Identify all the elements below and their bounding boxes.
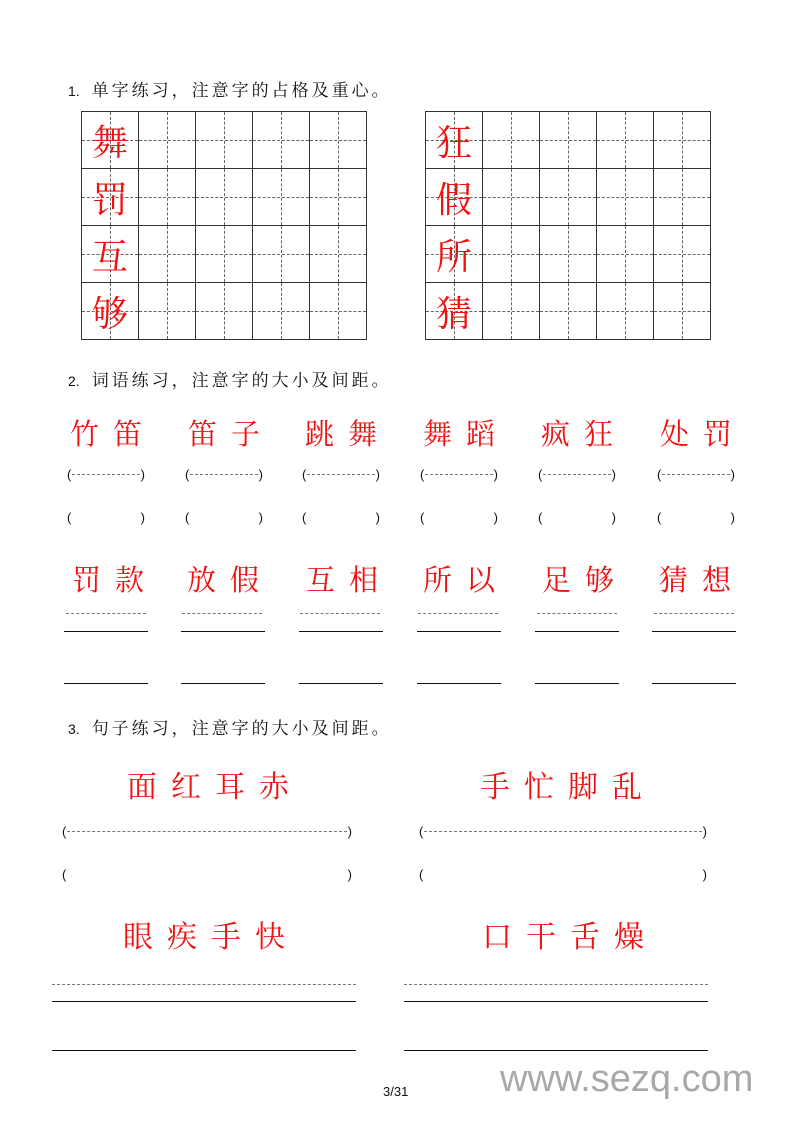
pinyin-guide-line xyxy=(654,613,734,614)
word-model: 跳舞 xyxy=(305,417,392,451)
grid-cell[interactable] xyxy=(540,226,597,283)
grid-cell[interactable] xyxy=(483,169,540,226)
model-char: 假 xyxy=(435,179,472,221)
right-practice-grid xyxy=(425,111,711,340)
grid-cell[interactable] xyxy=(540,283,597,340)
pinyin-guide-line xyxy=(182,613,262,614)
grid-cell[interactable] xyxy=(139,226,196,283)
grid-cell[interactable] xyxy=(597,169,654,226)
section-title: 句子练习，注意字的大小及间距。 xyxy=(91,719,392,739)
pinyin-guide-line xyxy=(418,613,498,614)
grid-cell[interactable] xyxy=(310,226,367,283)
grid-cell[interactable] xyxy=(310,169,367,226)
writing-line[interactable] xyxy=(181,683,265,684)
answer-paren[interactable]: ( ) xyxy=(657,509,735,525)
grid-cell[interactable] xyxy=(253,226,310,283)
answer-paren-dashed[interactable]: ( ) xyxy=(62,823,352,839)
grid-cell[interactable] xyxy=(597,283,654,340)
writing-line[interactable] xyxy=(404,1001,708,1002)
grid-cell[interactable] xyxy=(483,283,540,340)
section-number: 2. xyxy=(68,373,80,389)
writing-line[interactable] xyxy=(299,683,383,684)
model-char: 舞 xyxy=(91,122,128,164)
answer-paren-dashed[interactable]: ( ) xyxy=(67,466,145,482)
writing-line[interactable] xyxy=(52,1001,356,1002)
answer-paren[interactable]: ( ) xyxy=(302,509,380,525)
pinyin-guide-line xyxy=(404,984,708,985)
idiom-model: 面红耳赤 xyxy=(127,770,303,805)
left-practice-grid xyxy=(81,111,367,340)
word-model: 足够 xyxy=(542,563,629,597)
grid-cell[interactable] xyxy=(540,112,597,169)
model-char: 猜 xyxy=(435,293,472,335)
model-char: 互 xyxy=(91,236,128,278)
answer-paren[interactable]: ( ) xyxy=(62,866,352,882)
writing-line[interactable] xyxy=(535,631,619,632)
grid-cell[interactable] xyxy=(597,112,654,169)
grid-cell[interactable] xyxy=(654,226,711,283)
writing-line[interactable] xyxy=(299,631,383,632)
pinyin-guide-line xyxy=(537,613,617,614)
writing-line[interactable] xyxy=(417,631,501,632)
grid-cell[interactable] xyxy=(654,283,711,340)
answer-paren-dashed[interactable]: ( ) xyxy=(538,466,616,482)
word-model: 笛子 xyxy=(188,417,275,451)
model-char: 狂 xyxy=(435,122,472,164)
grid-cell[interactable] xyxy=(253,112,310,169)
grid-cell[interactable] xyxy=(196,283,253,340)
word-model: 所以 xyxy=(423,563,510,597)
section-2-heading xyxy=(68,366,392,391)
writing-line[interactable] xyxy=(417,683,501,684)
pinyin-guide-line xyxy=(300,613,380,614)
section-1-heading xyxy=(68,76,392,101)
writing-line[interactable] xyxy=(52,1050,356,1051)
grid-cell[interactable] xyxy=(654,112,711,169)
answer-paren-dashed[interactable]: ( ) xyxy=(420,466,498,482)
grid-cell[interactable] xyxy=(196,226,253,283)
answer-paren[interactable]: ( ) xyxy=(185,509,263,525)
idiom-model: 眼疾手快 xyxy=(123,920,299,955)
writing-line[interactable] xyxy=(535,683,619,684)
writing-line[interactable] xyxy=(64,683,148,684)
grid-cell[interactable] xyxy=(139,169,196,226)
grid-cell[interactable] xyxy=(310,112,367,169)
section-number: 1. xyxy=(68,83,80,99)
writing-line[interactable] xyxy=(404,1050,708,1051)
answer-paren[interactable]: ( ) xyxy=(538,509,616,525)
model-char: 够 xyxy=(91,293,128,335)
model-char: 所 xyxy=(435,236,472,278)
answer-paren[interactable]: ( ) xyxy=(419,866,707,882)
word-model: 猜想 xyxy=(659,563,746,597)
pinyin-guide-line xyxy=(52,984,356,985)
grid-cell[interactable] xyxy=(196,112,253,169)
grid-cell[interactable] xyxy=(139,283,196,340)
section-title: 单字练习，注意字的占格及重心。 xyxy=(91,81,392,101)
model-char: 罚 xyxy=(91,179,128,221)
answer-paren-dashed[interactable]: ( ) xyxy=(419,823,707,839)
section-3-heading xyxy=(68,714,392,739)
answer-paren[interactable]: ( ) xyxy=(420,509,498,525)
word-model: 罚款 xyxy=(72,563,159,597)
grid-cell[interactable] xyxy=(483,112,540,169)
writing-line[interactable] xyxy=(64,631,148,632)
grid-cell[interactable] xyxy=(139,112,196,169)
word-model: 放假 xyxy=(187,563,274,597)
idiom-model: 口干舌燥 xyxy=(482,920,658,955)
word-model: 竹笛 xyxy=(70,417,157,451)
answer-paren[interactable]: ( ) xyxy=(67,509,145,525)
writing-line[interactable] xyxy=(652,631,736,632)
grid-cell[interactable] xyxy=(654,169,711,226)
grid-cell[interactable] xyxy=(540,169,597,226)
grid-cell[interactable] xyxy=(597,226,654,283)
writing-line[interactable] xyxy=(181,631,265,632)
watermark: www.sezq.com xyxy=(500,1058,754,1100)
pinyin-guide-line xyxy=(66,613,146,614)
section-number: 3. xyxy=(68,721,80,737)
idiom-model: 手忙脚乱 xyxy=(480,770,656,805)
answer-paren-dashed[interactable]: ( ) xyxy=(302,466,380,482)
word-model: 互相 xyxy=(306,563,393,597)
grid-cell[interactable] xyxy=(253,283,310,340)
page-number: 3/31 xyxy=(383,1084,409,1099)
writing-line[interactable] xyxy=(652,683,736,684)
word-model: 舞蹈 xyxy=(423,417,510,451)
grid-cell[interactable] xyxy=(253,169,310,226)
answer-paren-dashed[interactable]: ( ) xyxy=(657,466,735,482)
grid-cell[interactable] xyxy=(196,169,253,226)
word-model: 处罚 xyxy=(660,417,747,451)
answer-paren-dashed[interactable]: ( ) xyxy=(185,466,263,482)
section-title: 词语练习，注意字的大小及间距。 xyxy=(91,371,392,391)
grid-cell[interactable] xyxy=(483,226,540,283)
word-model: 疯狂 xyxy=(541,417,628,451)
grid-cell[interactable] xyxy=(310,283,367,340)
